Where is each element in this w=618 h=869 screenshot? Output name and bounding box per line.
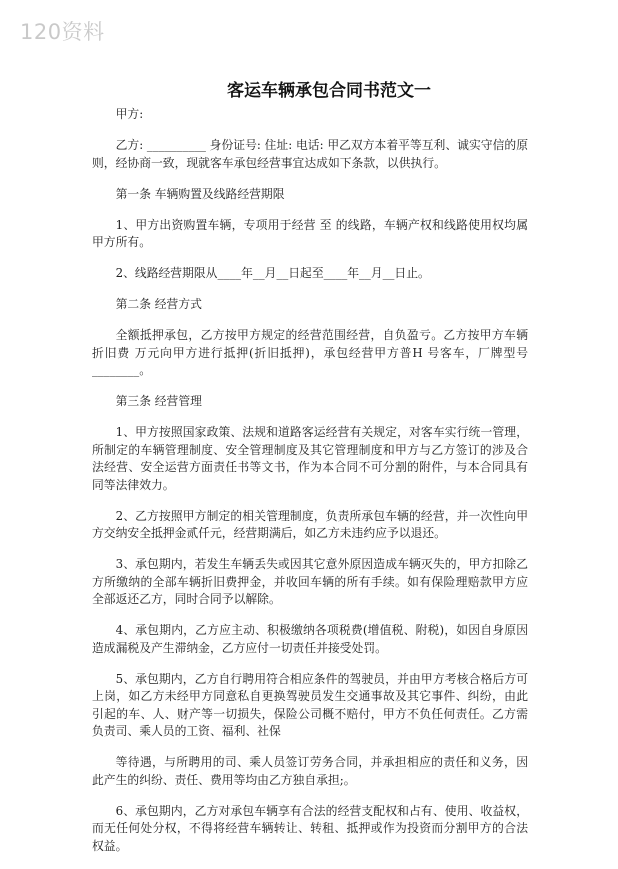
document-title: 客运车辆承包合同书范文一 — [227, 81, 431, 101]
section-heading-2: 第二条 经营方式 — [115, 297, 202, 311]
paragraph: 1、甲方出资购置车辆，专项用于经营 至 的线路，车辆产权和线路使用权均属甲方所有。 — [92, 217, 528, 249]
party-a-line: 甲方: — [115, 107, 144, 121]
paragraph: 1、甲方按照国家政策、法规和道路客运经营有关规定，对客车实行统一管理，所制定的车辆管理制度、安全管理制度及其它管理制度和甲方与乙方签订的涉及合法经营、安全运营方面责任书等文书，作为本合同不可分割的附件，与本合同具有同等法律效力。 — [92, 425, 528, 492]
paragraph: 6、承包期内，乙方对承包车辆享有合法的经营支配权和占有、使用、收益权，而无任何处分权，不得将经营车辆转让、转租、抵押或作为投资而分割甲方的合法权益。 — [92, 803, 528, 853]
paragraph: 2、乙方按照甲方制定的相关管理制度，负责所承包车辆的经营，并一次性向甲方交纳安全抵押金贰仟元，经营期满后，如乙方未违约应予以退还。 — [92, 508, 528, 540]
paragraph: 全额抵押承包，乙方按甲方规定的经营范围经营，自负盈亏。乙方按甲方车辆折旧费 万元向甲方进行抵押(折旧抵押)，承包经营甲方普H 号客车，厂牌型号________。 — [92, 328, 528, 377]
paragraph: 3、承包期内，若发生车辆丢失或因其它意外原因造成车辆灭失的，甲方扣除乙方所缴纳的全部车辆折旧费押金，并收回车辆的所有手续。如有保险理赔款甲方应全部返还乙方，同时合同予以解除。 — [92, 557, 528, 606]
paragraph: 等待遇，与所聘用的司、乘人员签订劳务合同，并承担相应的责任和义务，因此产生的纠纷、责任、费用等均由乙方独自承担;。 — [92, 755, 528, 787]
section-heading-3: 第三条 经营管理 — [115, 394, 202, 408]
paragraph: 2、线路经营期限从____年__月__日起至____年__月__日止。 — [115, 266, 430, 280]
document-body — [92, 106, 528, 869]
watermark: 120资料 — [20, 20, 105, 44]
intro-paragraph: 乙方: __________ 身份证号: 住址: 电话: 甲乙双方本着平等互利、诚实守信的原则，经协商一致，现就客车承包经营事宜达成如下条款，以供执行。 — [92, 138, 528, 170]
section-heading-1: 第一条 车辆购置及线路经营期限 — [115, 186, 285, 201]
paragraph: 4、承包期内，乙方应主动、积极缴纳各项税费(增值税、附税)，如因自身原因造成漏税及产生滞纳金，乙方应付一切责任并接受处罚。 — [92, 623, 528, 655]
paragraph: 5、承包期内，乙方自行聘用符合相应条件的驾驶员，并由甲方考核合格后方可上岗，如乙方未经甲方同意私自更换驾驶员发生交通事故及其它事件、纠纷，由此引起的车、人、财产等一切损失，保险公司概不赔付，甲方不负任何责任。乙方需负责司、乘人员的工资、福利、社保 — [92, 671, 528, 738]
